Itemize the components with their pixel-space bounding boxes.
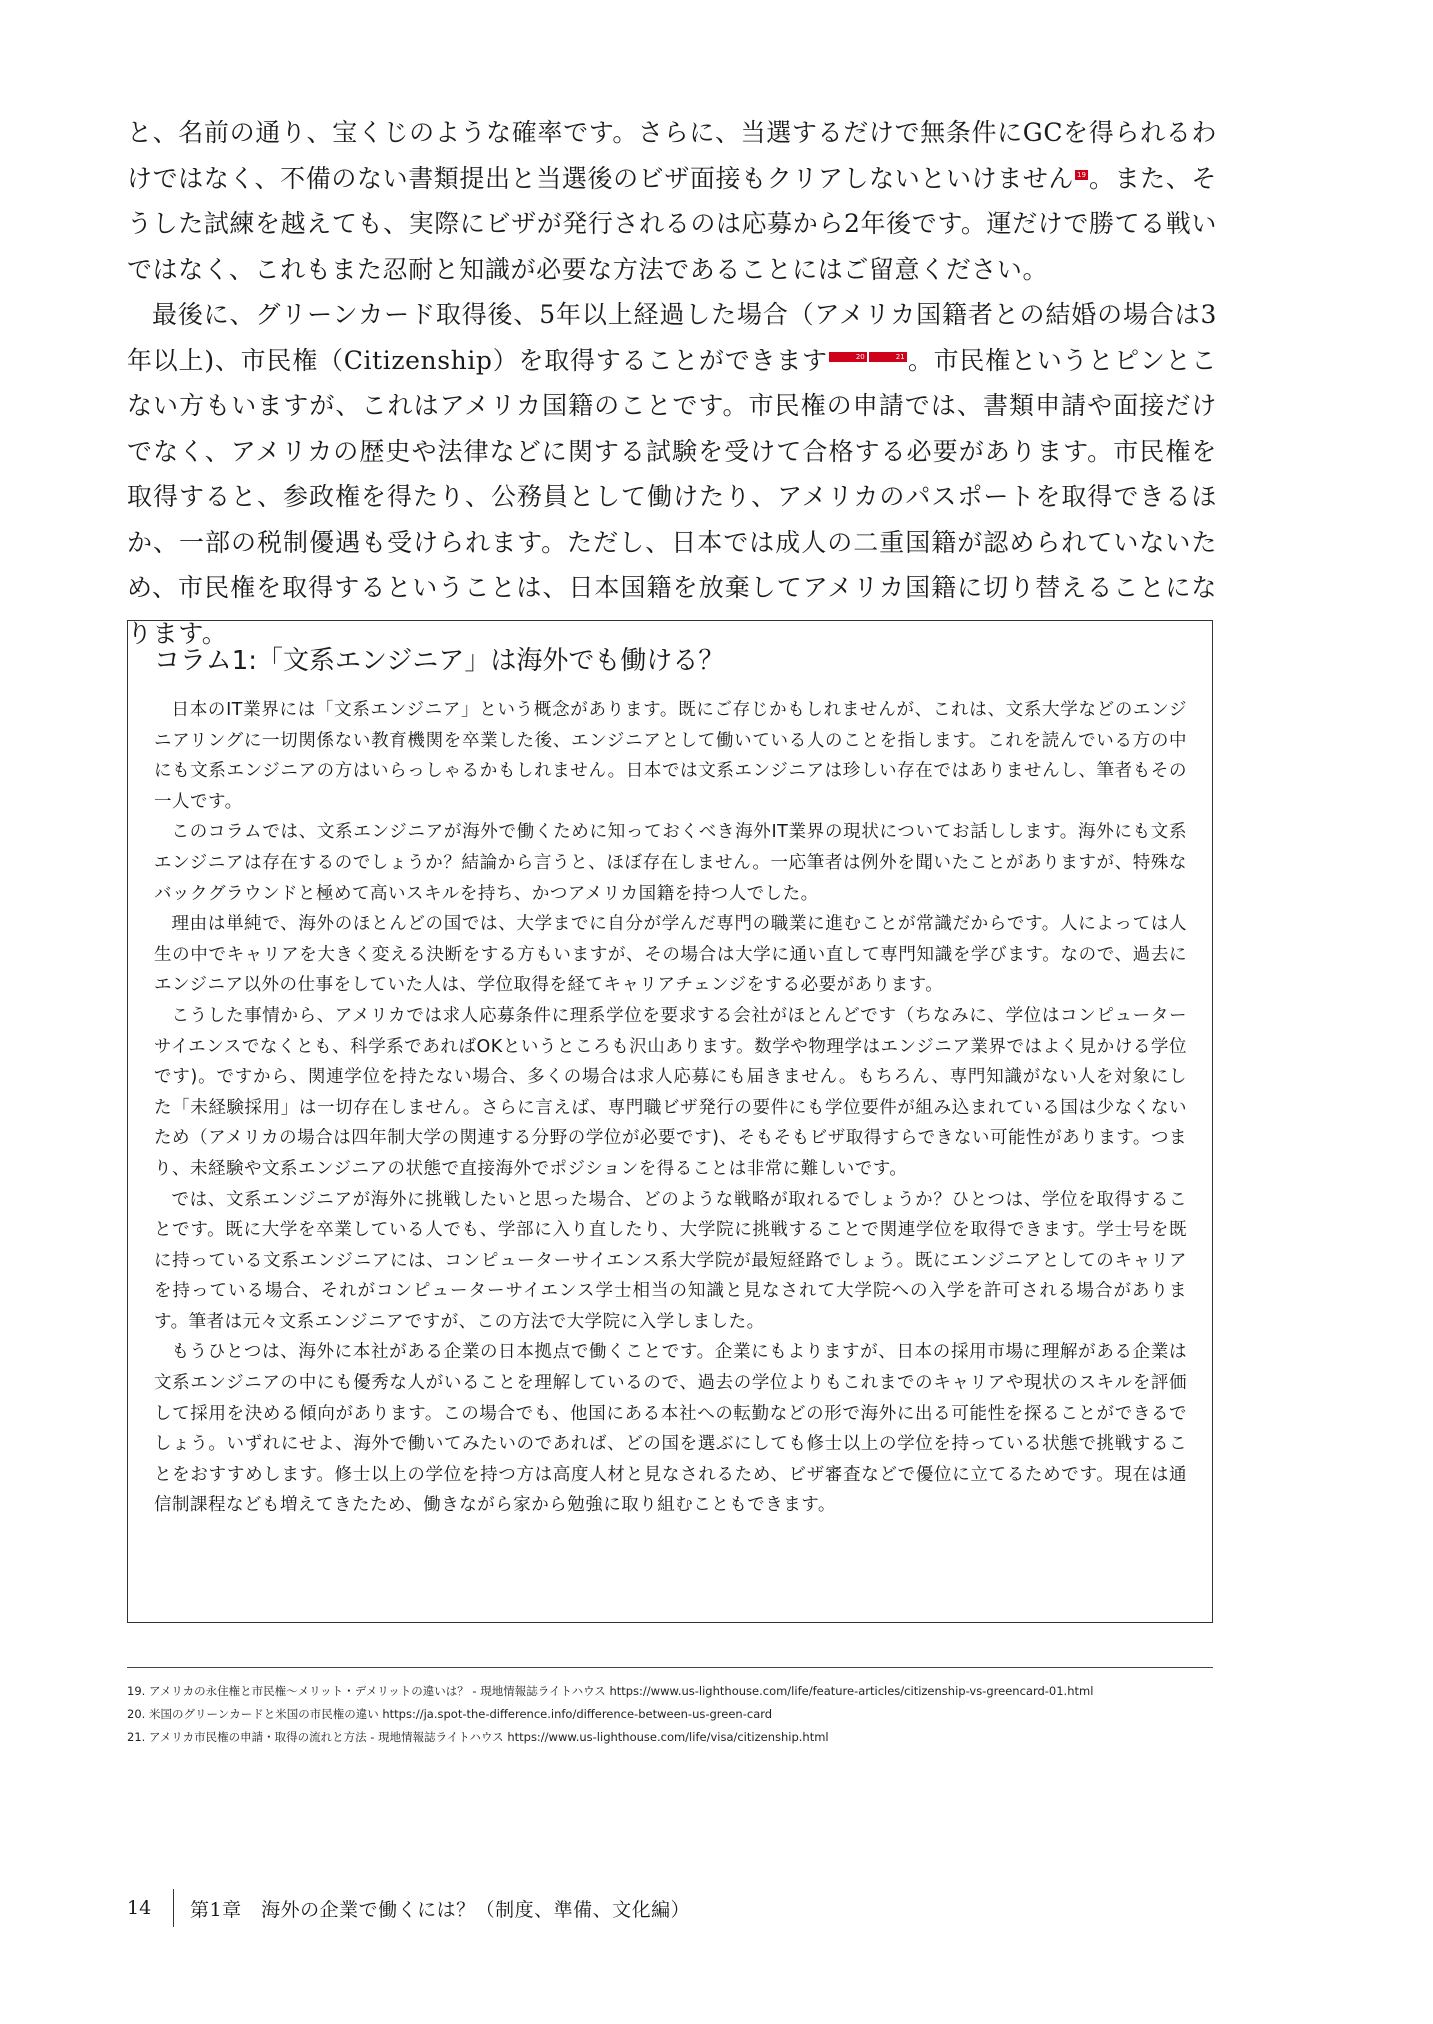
footnote-ref-19[interactable]: 19 [1077,171,1086,180]
body-paragraph-2-part-b: 。市民権というとピンとこない方もいますが、これはアメリカ国籍のことです。市民権の申請では、書類申請や面接だけでなく、アメリカの歴史や法律などに関する試験を受けて合格する必要があります。市民権を取得すると、参政権を得たり、公務員として働けたり、アメリカのパスポートを取得できるほか、一部の税制優遇も受けられます。ただし、日本では成人の二重国籍が認められていないため、市民権を取得するということは、日本国籍を放棄してアメリカ国籍に切り替えることになります。 [127,345,1218,648]
column-paragraph-6: もうひとつは、海外に本社がある企業の日本拠点で働くことです。企業にもよりますが、日本の採用市場に理解がある企業は文系エンジニアの中にも優秀な人がいることを理解しているので、過去の学位よりもこれまでのキャリアや現状のスキルを評価して採用を決める傾向があります。この場合でも、他国にある本社への転勤などの形で海外に出る可能性を探ることができるでしょう。いずれにせよ、海外で働いてみたいのであれば、どの国を選ぶにしても修士以上の学位を持っている状態で挑戦することをおすすめします。修士以上の学位を持つ方は高度人材と見なされるため、ビザ審査などで優位に立てるためです。現在は通信制課程なども増えてきたため、働きながら家から勉強に取り組むこともできます。 [154,1342,1187,1516]
footnote-20: 20. 米国のグリーンカードと米国の市民権の違い https://ja.spot-the-difference.info/difference-between-us-green-card [127,1707,773,1721]
column-body [154,695,1187,1521]
footnote-divider [127,1667,1213,1668]
main-body-text [127,110,1217,656]
column-paragraph-4: こうした事情から、アメリカでは求人応募条件に理系学位を要求する会社がほとんどです（ちなみに、学位はコンピューターサイエンスでなくとも、科学系であればOKというところも沢山あります。数学や物理学はエンジニア業界ではよく見かける学位です)。ですから、関連学位を持たない場合、多くの場合は求人応募にも届きません。もちろん、専門知識がない人を対象にした「未経験採用」は一切存在しません。さらに言えば、専門職ビザ発行の要件にも学位要件が組み込まれている国は少なくないため（アメリカの場合は四年制大学の関連する分野の学位が必要です)、そもそもビザ取得すらできない可能性があります。つまり、未経験や文系エンジニアの状態で直接海外でポジションを得ることは非常に難しいです。 [154,1005,1187,1179]
footnote-19: 19. アメリカの永住権と市民権〜メリット・デメリットの違いは？ - 現地情報誌ライトハウス https://www.us-lighthouse.com/life/feature-articles/citizenship-vs-greencard-01.html [127,1684,1094,1698]
column-paragraph-2: このコラムでは、文系エンジニアが海外で働くために知っておくべき海外IT業界の現状についてお話しします。海外にも文系エンジニアは存在するのでしょうか？結論から言うと、ほぼ存在しません。一応筆者は例外を聞いたことがありますが、特殊なバックグラウンドと極めて高いスキルを持ち、かつアメリカ国籍を持つ人でした。 [154,822,1187,904]
body-paragraph-2 [127,292,1217,656]
footnote-ref-20[interactable]: 20 [829,352,867,362]
column-box [127,620,1213,1623]
column-paragraph-1: 日本のIT業界には「文系エンジニア」という概念があります。既にご存じかもしれませんが、これは、文系大学などのエンジニアリングに一切関係ない教育機関を卒業した後、エンジニアとして働いている人のことを指します。これを読んでいる方の中にも文系エンジニアの方はいらっしゃるかもしれません。日本では文系エンジニアは珍しい存在ではありませんし、筆者もその一人です。 [154,700,1187,812]
footnotes [127,1680,1217,1749]
footnote-21: 21. アメリカ市民権の申請・取得の流れと方法 - 現地情報誌ライトハウス https://www.us-lighthouse.com/life/visa/citizenship.html [127,1730,829,1744]
body-paragraph-1 [127,110,1217,292]
footer-separator [173,1889,174,1927]
body-paragraph-2-part-a: 最後に、グリーンカード取得後、5年以上経過した場合（アメリカ国籍者との結婚の場合は3年以上)、市民権（Citizenship）を取得することができます [127,300,1217,375]
body-paragraph-1-part-a: と、名前の通り、宝くじのような確率です。さらに、当選するだけで無条件にGCを得られるわけではなく、不備のない書類提出と当選後のビザ面接もクリアしないといけません [127,118,1217,193]
column-paragraph-5: では、文系エンジニアが海外に挑戦したいと思った場合、どのような戦略が取れるでしょうか？ひとつは、学位を取得することです。既に大学を卒業している人でも、学部に入り直したり、大学院に挑戦することで関連学位を取得できます。学士号を既に持っている文系エンジニアには、コンピューターサイエンス系大学院が最短経路でしょう。既にエンジニアとしてのキャリアを持っている場合、それがコンピューターサイエンス学士相当の知識と見なされて大学院への入学を許可される場合があります。筆者は元々文系エンジニアですが、この方法で大学院に入学しました。 [154,1189,1187,1332]
footnote-ref-21[interactable]: 21 [869,352,907,362]
page-number: 14 [127,1897,152,1919]
page-footer [127,1888,690,1928]
column-title: コラム1:「文系エンジニア」は海外でも働ける？ [154,646,725,676]
body-paragraph-1-part-b: 。また、そうした試練を越えても、実際にビザが発行されるのは応募から2年後です。運だけで勝てる戦いではなく、これもまた忍耐と知識が必要な方法であることにはご留意ください。 [127,163,1217,284]
column-paragraph-3: 理由は単純で、海外のほとんどの国では、大学までに自分が学んだ専門の職業に進むことが常識だからです。人によっては人生の中でキャリアを大きく変える決断をする方もいますが、その場合は大学に通い直して専門知識を学びます。なので、過去にエンジニア以外の仕事をしていた人は、学位取得を経てキャリアチェンジをする必要があります。 [154,914,1187,996]
footer-chapter-title: 第1章 海外の企業で働くには？（制度、準備、文化編） [190,1898,691,1921]
